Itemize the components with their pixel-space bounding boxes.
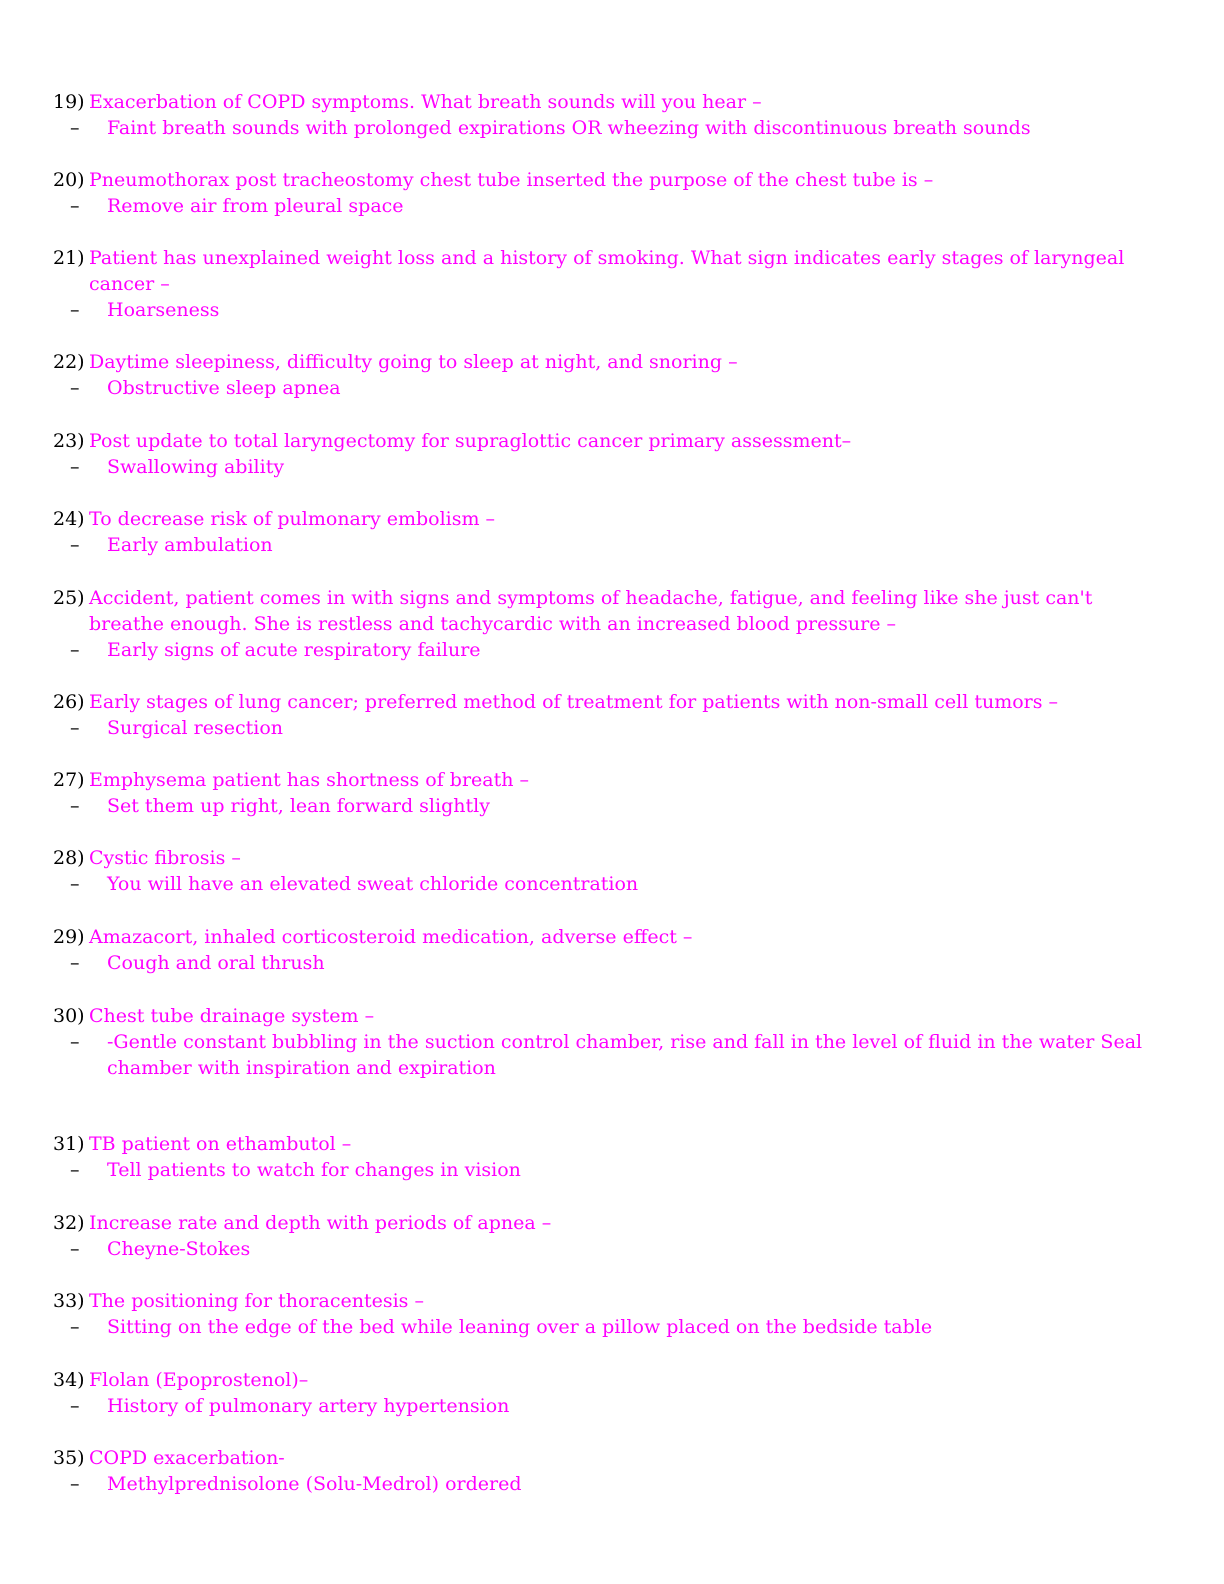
answer-text: Obstructive sleep apnea [107, 377, 341, 399]
qa-item-30 [53, 1003, 1163, 1081]
question-number: 32) [53, 1212, 85, 1234]
answer-text: Early signs of acute respiratory failure [107, 639, 481, 661]
question-number: 25) [53, 587, 85, 609]
qa-item-23 [53, 428, 1163, 480]
answer-text: -Gentle constant bubbling in the suction control chamber, rise and fall in the level of fluid in the water Seal chamber with inspiration and expiration [107, 1031, 1143, 1079]
question-number: 30) [53, 1005, 85, 1027]
question-number: 19) [53, 91, 85, 113]
question-number: 34) [53, 1369, 85, 1391]
answer [53, 193, 1163, 219]
answer-text: Sitting on the edge of the bed while leaning over a pillow placed on the bedside table [107, 1316, 933, 1338]
question [53, 1288, 1163, 1314]
answer-text: You will have an elevated sweat chloride concentration [107, 873, 639, 895]
answer-text: Faint breath sounds with prolonged expirations OR wheezing with discontinuous breath sounds [107, 117, 1031, 139]
answer [53, 637, 1163, 663]
bullet-dash: – [70, 195, 80, 217]
question [53, 924, 1163, 950]
question [53, 1445, 1163, 1471]
question [53, 245, 1163, 297]
answer [53, 1393, 1163, 1419]
question-text: Daytime sleepiness, difficulty going to sleep at night, and snoring – [89, 351, 738, 373]
question-text: Accident, patient comes in with signs and symptoms of headache, fatigue, and feeling like she just can't breathe enough. She is restless and tachycardic with an increased blood pressure – [89, 587, 1093, 635]
answer-text: Remove air from pleural space [107, 195, 404, 217]
bullet-dash: – [70, 795, 80, 817]
qa-item-33 [53, 1288, 1163, 1340]
question-text: TB patient on ethambutol – [89, 1133, 352, 1155]
question [53, 1210, 1163, 1236]
answer [53, 532, 1163, 558]
question-text: Emphysema patient has shortness of breath – [89, 769, 530, 791]
question [53, 767, 1163, 793]
qa-item-29 [53, 924, 1163, 976]
answer-text: Hoarseness [107, 299, 220, 321]
qa-item-19 [53, 89, 1163, 141]
question [53, 585, 1163, 637]
bullet-dash: – [70, 1473, 80, 1495]
question-text: Increase rate and depth with periods of apnea – [89, 1212, 552, 1234]
qa-item-31 [53, 1131, 1163, 1183]
question-text: Amazacort, inhaled corticosteroid medication, adverse effect – [89, 926, 693, 948]
qa-item-21 [53, 245, 1163, 323]
question-text: The positioning for thoracentesis – [89, 1290, 424, 1312]
answer [53, 1314, 1163, 1340]
question-text: To decrease risk of pulmonary embolism – [89, 508, 496, 530]
answer-text: Swallowing ability [107, 456, 285, 478]
bullet-dash: – [70, 377, 80, 399]
answer [53, 715, 1163, 741]
question-text: Flolan (Epoprostenol)– [89, 1369, 309, 1391]
answer [53, 115, 1163, 141]
bullet-dash: – [70, 1316, 80, 1338]
question-number: 20) [53, 169, 85, 191]
question-number: 31) [53, 1133, 85, 1155]
question-number: 22) [53, 351, 85, 373]
answer [53, 454, 1163, 480]
question [53, 689, 1163, 715]
answer [53, 871, 1163, 897]
bullet-dash: – [70, 1238, 80, 1260]
bullet-dash: – [70, 299, 80, 321]
qa-item-35 [53, 1445, 1163, 1497]
question-text: Chest tube drainage system – [89, 1005, 375, 1027]
bullet-dash: – [70, 952, 80, 974]
answer [53, 1029, 1163, 1081]
qa-item-22 [53, 349, 1163, 401]
question [53, 506, 1163, 532]
question [53, 1131, 1163, 1157]
bullet-dash: – [70, 456, 80, 478]
question-number: 21) [53, 247, 85, 269]
bullet-dash: – [70, 639, 80, 661]
bullet-dash: – [70, 717, 80, 739]
answer-text: Cheyne-Stokes [107, 1238, 251, 1260]
question-number: 33) [53, 1290, 85, 1312]
question-number: 35) [53, 1447, 85, 1469]
qa-item-25 [53, 585, 1163, 663]
answer [53, 793, 1163, 819]
answer-text: Early ambulation [107, 534, 273, 556]
qa-item-34 [53, 1367, 1163, 1419]
answer-text: Methylprednisolone (Solu-Medrol) ordered [107, 1473, 522, 1495]
bullet-dash: – [70, 1159, 80, 1181]
question [53, 167, 1163, 193]
bullet-dash: – [70, 534, 80, 556]
qa-item-20 [53, 167, 1163, 219]
bullet-dash: – [70, 117, 80, 139]
question-text: Cystic fibrosis – [89, 847, 241, 869]
question [53, 1367, 1163, 1393]
bullet-dash: – [70, 873, 80, 895]
question-text: COPD exacerbation- [89, 1447, 285, 1469]
qa-item-26 [53, 689, 1163, 741]
question [53, 428, 1163, 454]
answer-text: Surgical resection [107, 717, 284, 739]
question [53, 1003, 1163, 1029]
qa-item-24 [53, 506, 1163, 558]
question-number: 23) [53, 430, 85, 452]
answer-text: Tell patients to watch for changes in vision [107, 1159, 521, 1181]
qa-item-27 [53, 767, 1163, 819]
question [53, 349, 1163, 375]
answer [53, 297, 1163, 323]
answer [53, 950, 1163, 976]
question-text: Early stages of lung cancer; preferred method of treatment for patients with non-small cell tumors – [89, 691, 1059, 713]
question-number: 26) [53, 691, 85, 713]
question-text: Patient has unexplained weight loss and a history of smoking. What sign indicates early stages of laryngeal cancer – [89, 247, 1125, 295]
answer-text: Set them up right, lean forward slightly [107, 795, 490, 817]
question-number: 28) [53, 847, 85, 869]
answer [53, 1471, 1163, 1497]
question [53, 845, 1163, 871]
answer-text: Cough and oral thrush [107, 952, 325, 974]
question-number: 29) [53, 926, 85, 948]
bullet-dash: – [70, 1031, 80, 1053]
question-text: Pneumothorax post tracheostomy chest tube inserted the purpose of the chest tube is – [89, 169, 934, 191]
question-text: Post update to total laryngectomy for supraglottic cancer primary assessment– [89, 430, 852, 452]
question-text: Exacerbation of COPD symptoms. What breath sounds will you hear – [89, 91, 762, 113]
answer [53, 375, 1163, 401]
bullet-dash: – [70, 1395, 80, 1417]
answer [53, 1236, 1163, 1262]
question [53, 89, 1163, 115]
question-number: 27) [53, 769, 85, 791]
qa-item-32 [53, 1210, 1163, 1262]
answer-text: History of pulmonary artery hypertension [107, 1395, 510, 1417]
question-number: 24) [53, 508, 85, 530]
qa-item-28 [53, 845, 1163, 897]
answer [53, 1157, 1163, 1183]
